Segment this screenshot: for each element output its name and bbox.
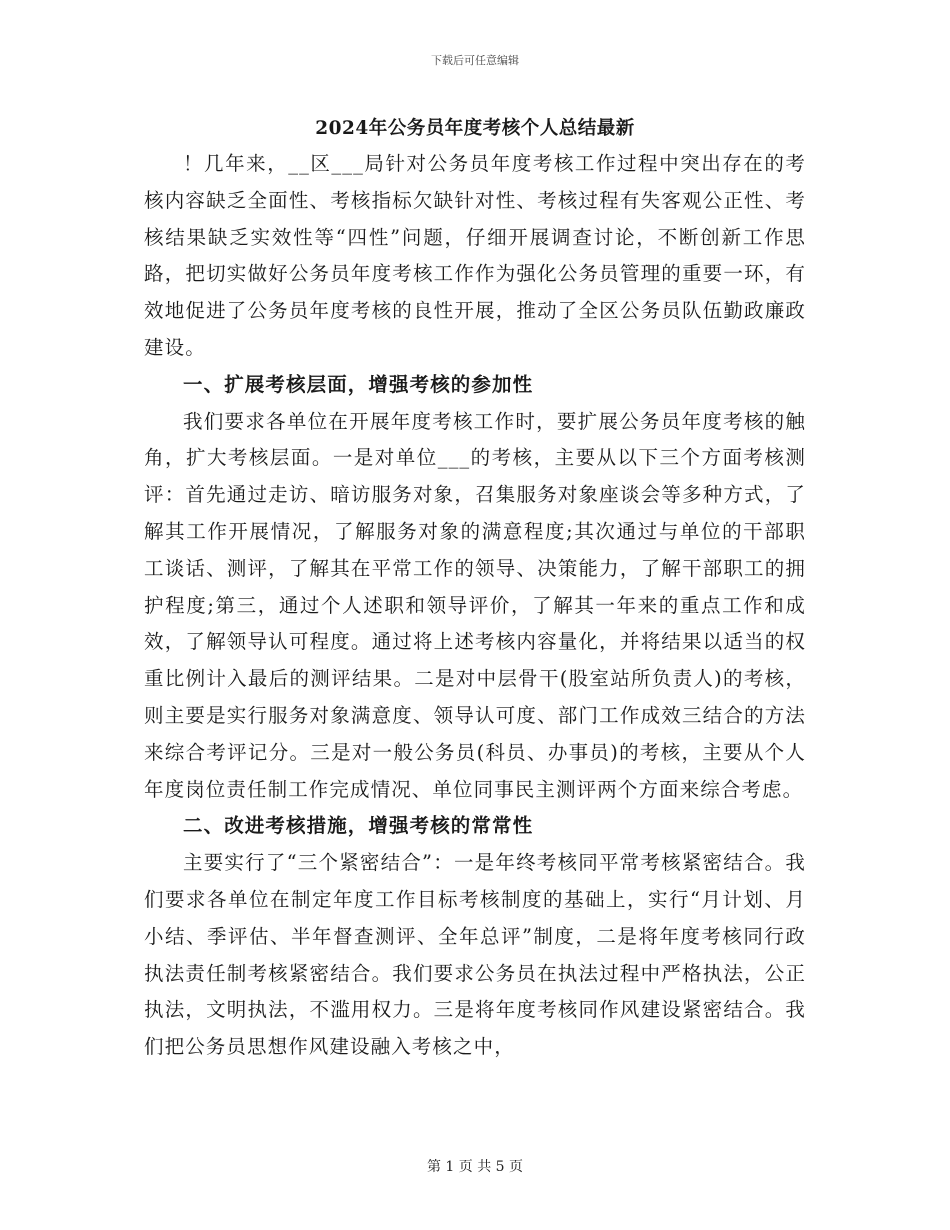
section-heading-2: 二、改进考核措施，增强考核的常常性 [183,814,534,838]
section-heading-1: 一、扩展考核层面，增强考核的参加性 [183,372,534,396]
paragraph-section-2: 主要实行了“三个紧密结合”：一是年终考核同平常考核紧密结合。我们要求各单位在制定年度工作目标考核制度的基础上，实行“月计划、月小结、季评估、半年督查测评、全年总评”制度，二是将年度考核同行政执法责任制考核紧密结合。我们要求公务员在执法过程中严格执法，公正执法，文明执法，不滥用权力。三是将年度考核同作风建设紧密结合。我们把公务员思想作风建设融入考核之中， [144,851,806,1059]
paragraph-intro: ！几年来，__区___局针对公务员年度考核工作过程中突出存在的考核内容缺乏全面性、考核指标欠缺针对性、考核过程有失客观公正性、考核结果缺乏实效性等“四性”问题，仔细开展调查讨论，不断创新工作思路，把切实做好公务员年度考核工作作为强化公务员管理的重要一环，有效地促进了公务员年度考核的良性开展，推动了全区公务员队伍勤政廉政建设。 [144,152,806,359]
page-header-note: 下载后可任意编辑 [431,54,519,67]
paragraph-section-1: 我们要求各单位在开展年度考核工作时，要扩展公务员年度考核的触角，扩大考核层面。一是对单位___的考核，主要从以下三个方面考核测评：首先通过走访、暗访服务对象，召集服务对象座谈会等多种方式，了解其工作开展情况，了解服务对象的满意程度;其次通过与单位的干部职工谈话、测评，了解其在平常工作的领导、决策能力，了解干部职工的拥护程度;第三，通过个人述职和领导评价，了解其一年来的重点工作和成效，了解领导认可程度。通过将上述考核内容量化，并将结果以适当的权重比例计入最后的测评结果。二是对中层骨干(股室站所负责人)的考核，则主要是实行服务对象满意度、领导认可度、部门工作成效三结合的方法来综合考评记分。三是对一般公务员(科员、办事员)的考核，主要从个人年度岗位责任制工作完成情况、单位同事民主测评两个方面来综合考虑。 [144,409,806,801]
document-title: 2024年公务员年度考核个人总结最新 [315,118,635,139]
document-body [144,146,806,1066]
page-number-footer: 第 1 页 共 5 页 [426,1159,524,1175]
